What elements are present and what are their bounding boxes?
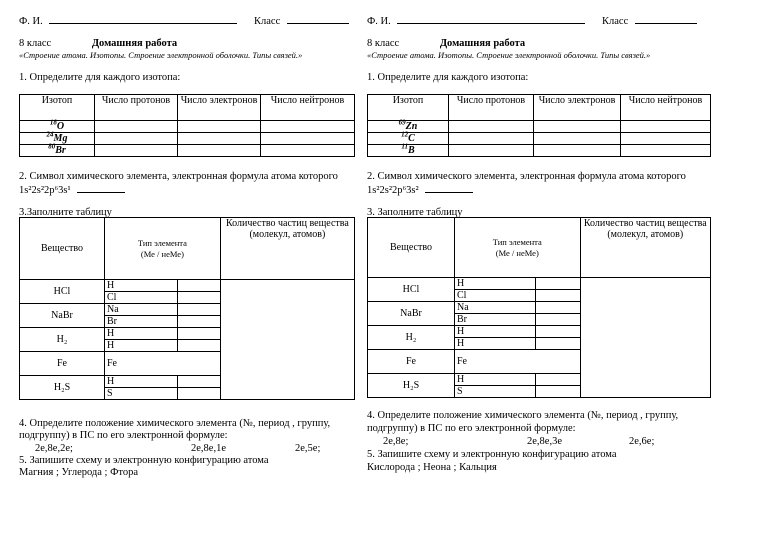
question-4: 4. Определите положение химического элемента (№, период , группу, xyxy=(367,410,679,421)
answer-cell[interactable] xyxy=(449,145,534,157)
substance-table xyxy=(19,217,355,400)
answer-cell[interactable] xyxy=(178,328,221,340)
header-isotope: Изотоп xyxy=(368,95,449,121)
element-cell: Br xyxy=(455,314,536,326)
substance-cell: NaBr xyxy=(368,302,455,326)
formula-item: 2е,8е,3е xyxy=(527,436,562,447)
isotope-cell: $^{69}$Zn xyxy=(368,121,449,133)
question-4-cont: подгруппу) в ПС по его электронной формуле: xyxy=(19,430,228,441)
page-title: Домашняя работа xyxy=(91,38,178,49)
answer-cell[interactable] xyxy=(536,374,581,386)
header-line xyxy=(19,14,349,27)
element-cell: Br xyxy=(105,316,178,328)
answer-cell[interactable] xyxy=(95,121,178,133)
name-label: Ф. И. xyxy=(367,16,391,27)
table-header-row xyxy=(20,95,355,121)
table-row xyxy=(20,145,355,157)
answer-cell[interactable] xyxy=(261,121,355,133)
substance-cell: HCl xyxy=(20,280,105,304)
worksheet-left xyxy=(19,0,374,543)
answer-cell[interactable] xyxy=(536,314,581,326)
answer-cell[interactable] xyxy=(621,121,711,133)
name-label: Ф. И. xyxy=(19,16,43,27)
question-5: 5. Запишите схему и электронную конфигурацию атома xyxy=(367,449,617,460)
isotope-cell: $^{24}$Mg xyxy=(20,133,95,145)
formula-item: 2е,6е; xyxy=(629,436,655,447)
question-2-formula-line xyxy=(367,183,473,196)
answer-cell[interactable] xyxy=(534,133,621,145)
electron-formula: 1s²2s²2p⁶3s¹ xyxy=(19,185,71,196)
answer-cell[interactable] xyxy=(536,302,581,314)
answer-cell[interactable] xyxy=(220,280,354,400)
header-line xyxy=(367,14,697,27)
question-3: 3.Заполните таблицу xyxy=(19,207,112,218)
question-4-cont: подгруппу) в ПС по его электронной формуле: xyxy=(367,423,576,434)
element-cell: S xyxy=(105,388,178,400)
substance-cell: H₂S xyxy=(20,376,105,400)
header-electrons: Число электронов xyxy=(178,95,261,121)
question-5-atoms: Кислорода ; Неона ; Кальция xyxy=(367,462,497,473)
header-neutrons: Число нейтронов xyxy=(261,95,355,121)
substance-cell: NaBr xyxy=(20,304,105,328)
answer-cell[interactable] xyxy=(178,133,261,145)
formula-item: 2е,8е,1е xyxy=(191,443,226,454)
table-row xyxy=(368,278,711,290)
formula-item: 2е,5е; xyxy=(295,443,321,454)
page-title: Домашняя работа xyxy=(439,38,526,49)
element-cell: Cl xyxy=(455,290,536,302)
question-5-atoms: Магния ; Углерода ; Фтора xyxy=(19,467,138,478)
grade-line xyxy=(19,38,177,49)
answer-cell[interactable] xyxy=(178,340,221,352)
subtitle: «Строение атома. Изотопы. Строение электронной оболочки. Типы связей.» xyxy=(367,50,651,60)
header-type: Тип элемента (Ме / неМе) xyxy=(105,218,221,280)
question-5: 5. Запишите схему и электронную конфигурацию атома xyxy=(19,455,269,466)
element-cell: Na xyxy=(455,302,536,314)
formula-item: 2е,8е,2е; xyxy=(35,443,73,454)
answer-cell[interactable] xyxy=(178,292,221,304)
table-row xyxy=(368,133,711,145)
substance-cell: H₂ xyxy=(368,326,455,350)
worksheet-right xyxy=(367,0,722,543)
header-neutrons: Число нейтронов xyxy=(621,95,711,121)
answer-cell[interactable] xyxy=(178,388,221,400)
isotope-cell: $^{18}$O xyxy=(20,121,95,133)
answer-cell[interactable] xyxy=(178,145,261,157)
header-substance: Вещество xyxy=(368,218,455,278)
answer-cell[interactable] xyxy=(449,121,534,133)
answer-cell[interactable] xyxy=(178,316,221,328)
header-isotope: Изотоп xyxy=(20,95,95,121)
class-label: Класс xyxy=(602,16,629,27)
answer-cell[interactable] xyxy=(95,133,178,145)
answer-field[interactable] xyxy=(77,183,125,193)
answer-cell[interactable] xyxy=(95,145,178,157)
isotope-cell: $^{80}$Br xyxy=(20,145,95,157)
answer-cell[interactable] xyxy=(178,376,221,388)
header-type: Тип элемента (Ме / неМе) xyxy=(455,218,581,278)
class-label: Класс xyxy=(254,16,281,27)
answer-cell[interactable] xyxy=(536,338,581,350)
isotope-cell: $^{11}$B xyxy=(368,145,449,157)
header-electrons: Число электронов xyxy=(534,95,621,121)
answer-cell[interactable] xyxy=(621,145,711,157)
element-cell: H xyxy=(105,376,178,388)
substance-cell: H₂S xyxy=(368,374,455,398)
question-2-formula-line xyxy=(19,183,125,196)
table-row xyxy=(20,280,355,292)
formula-item: 2е,8е; xyxy=(383,436,409,447)
element-cell: Fe xyxy=(455,350,581,374)
grade: 8 класс xyxy=(19,38,52,49)
class-field[interactable] xyxy=(635,14,697,24)
question-1: 1. Определите для каждого изотопа: xyxy=(19,72,181,83)
element-cell: Cl xyxy=(105,292,178,304)
table-header-row xyxy=(368,218,711,278)
element-cell: H xyxy=(455,326,536,338)
substance-cell: HCl xyxy=(368,278,455,302)
answer-cell[interactable] xyxy=(580,278,710,398)
answer-cell[interactable] xyxy=(536,386,581,398)
answer-cell[interactable] xyxy=(534,121,621,133)
table-row xyxy=(20,133,355,145)
answer-cell[interactable] xyxy=(178,280,221,292)
header-count: Количество частиц вещества (молекул, атомов) xyxy=(220,218,354,280)
element-cell: H xyxy=(105,328,178,340)
element-cell: Fe xyxy=(105,352,221,376)
answer-cell[interactable] xyxy=(178,304,221,316)
element-cell: H xyxy=(455,278,536,290)
element-cell: H xyxy=(105,280,178,292)
question-1: 1. Определите для каждого изотопа: xyxy=(367,72,529,83)
table-row xyxy=(20,121,355,133)
substance-cell: H₂ xyxy=(20,328,105,352)
grade: 8 класс xyxy=(367,38,400,49)
answer-cell[interactable] xyxy=(536,278,581,290)
answer-cell[interactable] xyxy=(536,290,581,302)
isotope-table xyxy=(367,94,711,157)
element-cell: Na xyxy=(105,304,178,316)
answer-field[interactable] xyxy=(425,183,473,193)
grade-line xyxy=(367,38,525,49)
header-protons: Число протонов xyxy=(449,95,534,121)
question-2: 2. Символ химического элемента, электронная формула атома которого xyxy=(367,171,686,182)
electron-formula: 1s²2s²2p⁶3s² xyxy=(367,185,419,196)
table-row xyxy=(368,121,711,133)
table-header-row xyxy=(368,95,711,121)
isotope-table xyxy=(19,94,355,157)
answer-cell[interactable] xyxy=(178,121,261,133)
name-field[interactable] xyxy=(49,14,237,24)
question-2: 2. Символ химического элемента, электронная формула атома которого xyxy=(19,171,338,182)
answer-cell[interactable] xyxy=(261,145,355,157)
class-field[interactable] xyxy=(287,14,349,24)
question-3: 3. Заполните таблицу xyxy=(367,207,463,218)
answer-cell[interactable] xyxy=(621,133,711,145)
subtitle: «Строение атома. Изотопы. Строение электронной оболочки. Типы связей.» xyxy=(19,50,303,60)
substance-cell: Fe xyxy=(368,350,455,374)
answer-cell[interactable] xyxy=(534,145,621,157)
question-4: 4. Определите положение химического элемента (№, период , группу, xyxy=(19,418,331,429)
name-field[interactable] xyxy=(397,14,585,24)
substance-cell: Fe xyxy=(20,352,105,376)
substance-table xyxy=(367,217,711,398)
element-cell: S xyxy=(455,386,536,398)
table-header-row xyxy=(20,218,355,280)
answer-cell[interactable] xyxy=(261,133,355,145)
element-cell: H xyxy=(455,338,536,350)
header-substance: Вещество xyxy=(20,218,105,280)
answer-cell[interactable] xyxy=(536,326,581,338)
table-row xyxy=(368,145,711,157)
header-protons: Число протонов xyxy=(95,95,178,121)
element-cell: H xyxy=(455,374,536,386)
isotope-cell: $^{12}$C xyxy=(368,133,449,145)
header-count: Количество частиц вещества (молекул, атомов) xyxy=(580,218,710,278)
answer-cell[interactable] xyxy=(449,133,534,145)
element-cell: H xyxy=(105,340,178,352)
